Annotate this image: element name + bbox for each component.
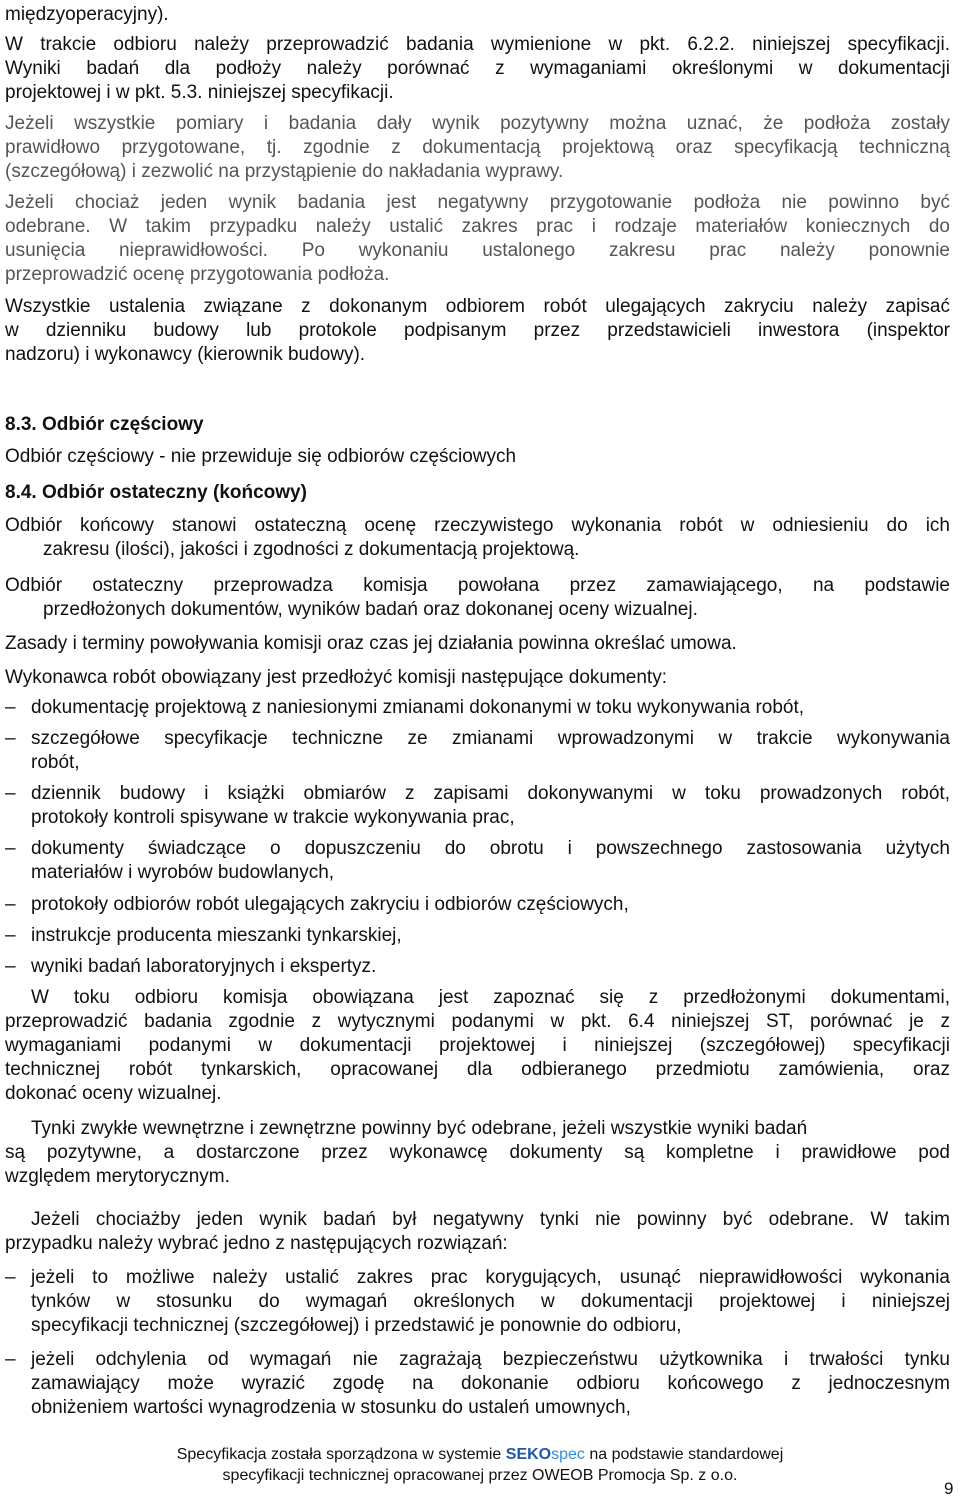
text-line: w dzienniku budowy lub protokole podpisanym przez przedstawicieli inwestora (inspektor	[5, 320, 950, 341]
text-line: międzyoperacyjny).	[5, 4, 169, 25]
text-line: Jeżeli wszystkie pomiary i badania dały wynik pozytywny można uznać, że podłoża zostały	[5, 113, 950, 134]
text-line: względem merytorycznym.	[5, 1166, 230, 1187]
text-line: są pozytywne, a dostarczone przez wykonawcę dokumenty są kompletne i prawidłowe pod	[5, 1142, 950, 1163]
text-line: zamawiający może wyrazić zgodę na dokonanie odbioru końcowego z jednoczesnym	[31, 1373, 950, 1394]
text-line: jeżeli to możliwe należy ustalić zakres prac korygujących, usunąć nieprawidłowości wykonania	[31, 1267, 950, 1288]
text-line: dziennik budowy i książki obmiarów z zapisami dokonywanymi w toku prowadzonych robót,	[31, 783, 950, 804]
footer-text-before: Specyfikacja została sporządzona w systemie	[176, 1446, 506, 1463]
text-line: Jeżeli chociaż jeden wynik badania jest negatywny przygotowanie podłoża nie powinno być	[5, 192, 950, 213]
text-line: odebrane. W takim przypadku należy ustalić zakres prac i rodzaje materiałów koniecznych do	[5, 216, 950, 237]
text-line: jeżeli odchylenia od wymagań nie zagrażają bezpieczeństwu użytkownika i trwałości tynku	[31, 1349, 950, 1370]
text-line: zakresu (ilości), jakości i zgodności z dokumentacją projektową.	[43, 539, 580, 560]
text-line: Odbiór końcowy stanowi ostateczną ocenę rzeczywistego wykonania robót w odniesieniu do ich	[5, 515, 950, 536]
text-line: przedłożonych dokumentów, wyników badań oraz dokonanej oceny wizualnej.	[43, 599, 698, 620]
section-heading: 8.3. Odbiór częściowy	[5, 414, 204, 435]
list-bullet-dash: –	[5, 697, 16, 718]
text-line: instrukcje producenta mieszanki tynkarskiej,	[31, 925, 402, 946]
footer-line-1	[0, 1446, 960, 1464]
text-line: Jeżeli chociażby jeden wynik badań był negatywny tynki nie powinny być odebrane. W takim	[31, 1209, 950, 1230]
text-line: (szczegółową) i zezwolić na przystąpienie do nakładania wyprawy.	[5, 161, 564, 182]
footer-line-2: specyfikacji technicznej opracowanej przez OWEOB Promocja Sp. z o.o.	[222, 1467, 738, 1484]
text-line: Odbiór ostateczny przeprowadza komisja powołana przez zamawiającego, na podstawie	[5, 575, 950, 596]
text-line: obniżeniem wartości wynagrodzenia w stosunku do ustaleń umownych,	[31, 1397, 631, 1418]
text-line: wymaganiami podanymi w dokumentacji projektowej i niniejszej (szczegółowej) specyfikacji	[5, 1035, 950, 1056]
text-line: Wyniki badań dla podłoży należy porównać z wymaganiami określonymi w dokumentacji	[5, 58, 950, 79]
sekospec-logo-seko: SEKO	[505, 1446, 552, 1463]
text-line: Wykonawca robót obowiązany jest przedłożyć komisji następujące dokumenty:	[5, 667, 667, 688]
list-bullet-dash: –	[5, 956, 16, 977]
list-bullet-dash: –	[5, 1267, 16, 1288]
text-line: przeprowadzić badania zgodnie z wytycznymi podanymi w pkt. 6.4 niniejszej ST, porównać je z	[5, 1011, 950, 1032]
text-line: Odbiór częściowy - nie przewiduje się odbiorów częściowych	[5, 446, 517, 467]
section-heading: 8.4. Odbiór ostateczny (końcowy)	[5, 482, 307, 503]
list-bullet-dash: –	[5, 925, 16, 946]
text-line: dokumentację projektową z naniesionymi zmianami dokonanymi w toku wykonywania robót,	[31, 697, 805, 718]
list-bullet-dash: –	[5, 894, 16, 915]
text-line: Wszystkie ustalenia związane z dokonanym odbiorem robót ulegających zakryciu należy zapisać	[5, 296, 950, 317]
list-bullet-dash: –	[5, 1349, 16, 1370]
text-line: technicznej robót tynkarskich, opracowanej dla odbieranego przedmiotu zamówienia, oraz	[5, 1059, 950, 1080]
text-line: nadzoru) i wykonawcy (kierownik budowy).	[5, 344, 366, 365]
text-line: specyfikacji technicznej (szczegółowej) i przedstawić je ponownie do odbioru,	[31, 1315, 682, 1336]
text-line: robót,	[31, 752, 80, 773]
text-line: Tynki zwykłe wewnętrzne i zewnętrzne powinny być odebrane, jeżeli wszystkie wyniki badań	[31, 1118, 808, 1139]
text-line: usunięcia nieprawidłowości. Po wykonaniu ustalonego zakresu prac należy ponownie	[5, 240, 950, 261]
footer-text-after: na podstawie standardowej	[584, 1446, 784, 1463]
text-line: wyniki badań laboratoryjnych i ekspertyz.	[31, 956, 377, 977]
text-line: szczegółowe specyfikacje techniczne ze zmianami wprowadzonymi w trakcie wykonywania	[31, 728, 950, 749]
text-line: dokumenty świadczące o dopuszczeniu do obrotu i powszechnego zastosowania użytych	[31, 838, 950, 859]
list-bullet-dash: –	[5, 838, 16, 859]
text-line: protokoły kontroli spisywane w trakcie wykonywania prac,	[31, 807, 515, 828]
text-line: protokoły odbiorów robót ulegających zakryciu i odbiorów częściowych,	[31, 894, 629, 915]
text-line: tynków w stosunku do wymagań określonych w dokumentacji projektowej i niniejszej	[31, 1291, 950, 1312]
text-line: W toku odbioru komisja obowiązana jest zapoznać się z przedłożonymi dokumentami,	[31, 987, 950, 1008]
text-line: projektowej i w pkt. 5.3. niniejszej specyfikacji.	[5, 82, 394, 103]
text-line: Zasady i terminy powoływania komisji oraz czas jej działania powinna określać umowa.	[5, 633, 737, 654]
list-bullet-dash: –	[5, 728, 16, 749]
text-line: W trakcie odbioru należy przeprowadzić badania wymienione w pkt. 6.2.2. niniejszej specyfikacji.	[5, 34, 950, 55]
sekospec-logo-spec: spec	[551, 1446, 585, 1463]
text-line: dokonać oceny wizualnej.	[5, 1083, 222, 1104]
text-line: przeprowadzić ocenę przygotowania podłoża.	[5, 264, 390, 285]
text-line: materiałów i wyrobów budowlanych,	[31, 862, 335, 883]
page-number: 9	[944, 1479, 954, 1498]
text-line: prawidłowo przygotowane, tj. zgodnie z dokumentacją projektową oraz specyfikacją techniczną	[5, 137, 950, 158]
text-line: przypadku należy wybrać jedno z następujących rozwiązań:	[5, 1233, 508, 1254]
list-bullet-dash: –	[5, 783, 16, 804]
